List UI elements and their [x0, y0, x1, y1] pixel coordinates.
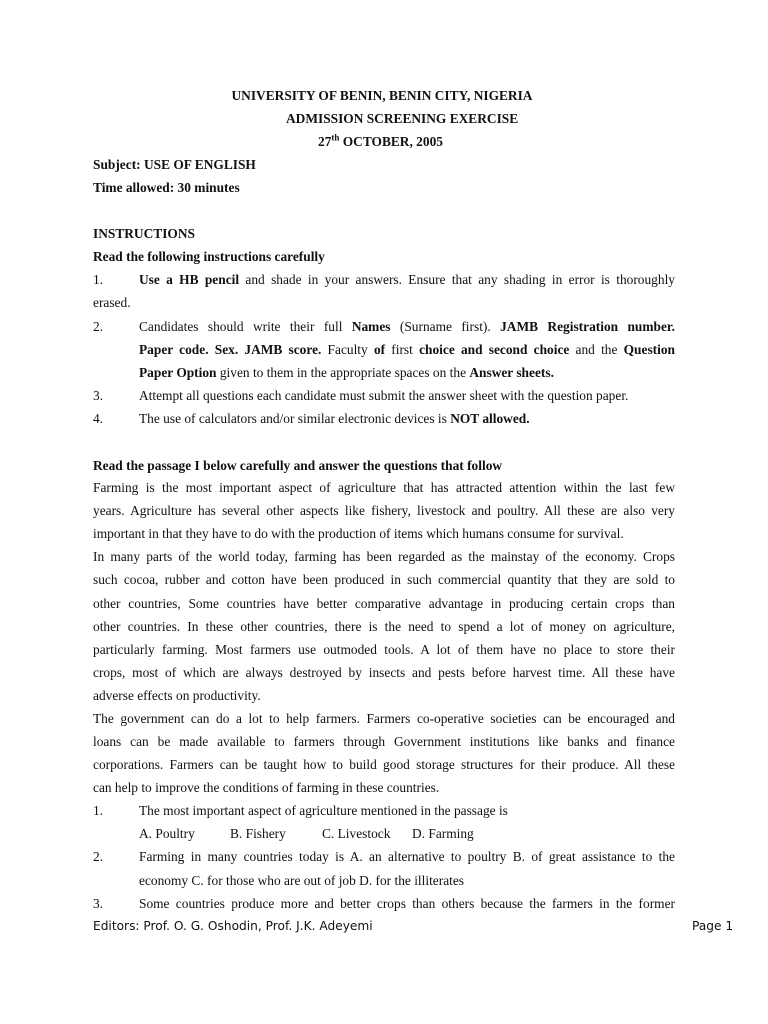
instruction-number-3: 3. [93, 388, 104, 403]
question-2: Farming in many countries today is A. an alternative to poultry B. of great assistance to the [139, 849, 675, 864]
question-1-options [139, 826, 474, 842]
instruction-number-1: 1. [93, 272, 104, 287]
exam-date: 27th OCTOBER, 2005 [318, 132, 443, 149]
instruction-number-4: 4. [93, 411, 104, 426]
option-c: C. Livestock [322, 826, 391, 841]
passage-line: years. Agriculture has several other aspects like fishery, livestock and poultry. All these are also very [93, 503, 675, 518]
instruction-2-line-1: Candidates should write their full Names (Surname first). JAMB Registration number. [139, 319, 675, 334]
passage-line: can help to improve the conditions of farming in these countries. [93, 780, 440, 795]
passage-line: loans can be made available to farmers through Government institutions like banks and finance [93, 734, 675, 749]
instruction-3: Attempt all questions each candidate must submit the answer sheet with the question paper. [139, 388, 629, 403]
university-title: UNIVERSITY OF BENIN, BENIN CITY, NIGERIA [231, 88, 533, 103]
passage-line: particularly farming. Most farmers use outmoded tools. A lot of them have no place to store their [93, 642, 675, 657]
option-a: A. Poultry [139, 826, 195, 841]
question-1: The most important aspect of agriculture mentioned in the passage is [139, 803, 508, 818]
exercise-title: ADMISSION SCREENING EXERCISE [286, 111, 519, 126]
question-2-continued: economy C. for those who are out of job D. for the illiterates [139, 873, 465, 888]
passage-heading: Read the passage I below carefully and answer the questions that follow [93, 458, 503, 473]
instruction-2-line-2: Paper code. Sex. JAMB score. Faculty of first choice and second choice and the Question [139, 342, 675, 357]
instruction-4: The use of calculators and/or similar electronic devices is NOT allowed. [139, 411, 530, 426]
passage-line: crops, most of which are always destroyed by insects and pests before harvest time. All these have [93, 665, 675, 680]
option-b: B. Fishery [230, 826, 286, 841]
time-allowed: Time allowed: 30 minutes [93, 180, 240, 195]
passage-line: such cocoa, rubber and cotton have been produced in such commercial quantity that they are sold to [93, 572, 675, 587]
instruction-2-line-3: Paper Option given to them in the appropriate spaces on the Answer sheets. [139, 365, 554, 380]
question-number-1: 1. [93, 803, 104, 818]
instruction-1-continued: erased. [93, 295, 131, 310]
question-number-3: 3. [93, 896, 104, 911]
question-3: Some countries produce more and better crops than others because the farmers in the former [139, 896, 675, 911]
question-number-2: 2. [93, 849, 104, 864]
passage-line: In many parts of the world today, farming has been regarded as the mainstay of the economy. Crops [93, 549, 675, 564]
passage-line: corporations. Farmers can be taught how to build good storage structures for their produce. All these [93, 757, 675, 772]
instruction-1: Use a HB pencil and shade in your answers. Ensure that any shading in error is thoroughly [139, 272, 675, 287]
instructions-heading: INSTRUCTIONS [93, 226, 195, 241]
passage-line: The government can do a lot to help farmers. Farmers co-operative societies can be encouraged and [93, 711, 675, 726]
passage-line: important in that they have to do with the production of items which humans consume for survival. [93, 526, 624, 541]
passage-line: adverse effects on productivity. [93, 688, 261, 703]
instructions-subheading: Read the following instructions carefully [93, 249, 325, 264]
subject-line: Subject: USE OF ENGLISH [93, 157, 256, 172]
instruction-number-2: 2. [93, 319, 104, 334]
passage-line: Farming is the most important aspect of agriculture that has attracted attention within the last few [93, 480, 675, 495]
footer-page-number: Page 1 [692, 919, 734, 933]
passage-line: other countries, Some countries have better comparative advantage in producing certain crops than [93, 596, 675, 611]
footer-editors: Editors: Prof. O. G. Oshodin, Prof. J.K. Adeyemi [93, 919, 373, 933]
option-d: D. Farming [412, 826, 474, 841]
passage-line: other countries. In these other countries, there is the need to spend a lot of money on agriculture, [93, 619, 675, 634]
